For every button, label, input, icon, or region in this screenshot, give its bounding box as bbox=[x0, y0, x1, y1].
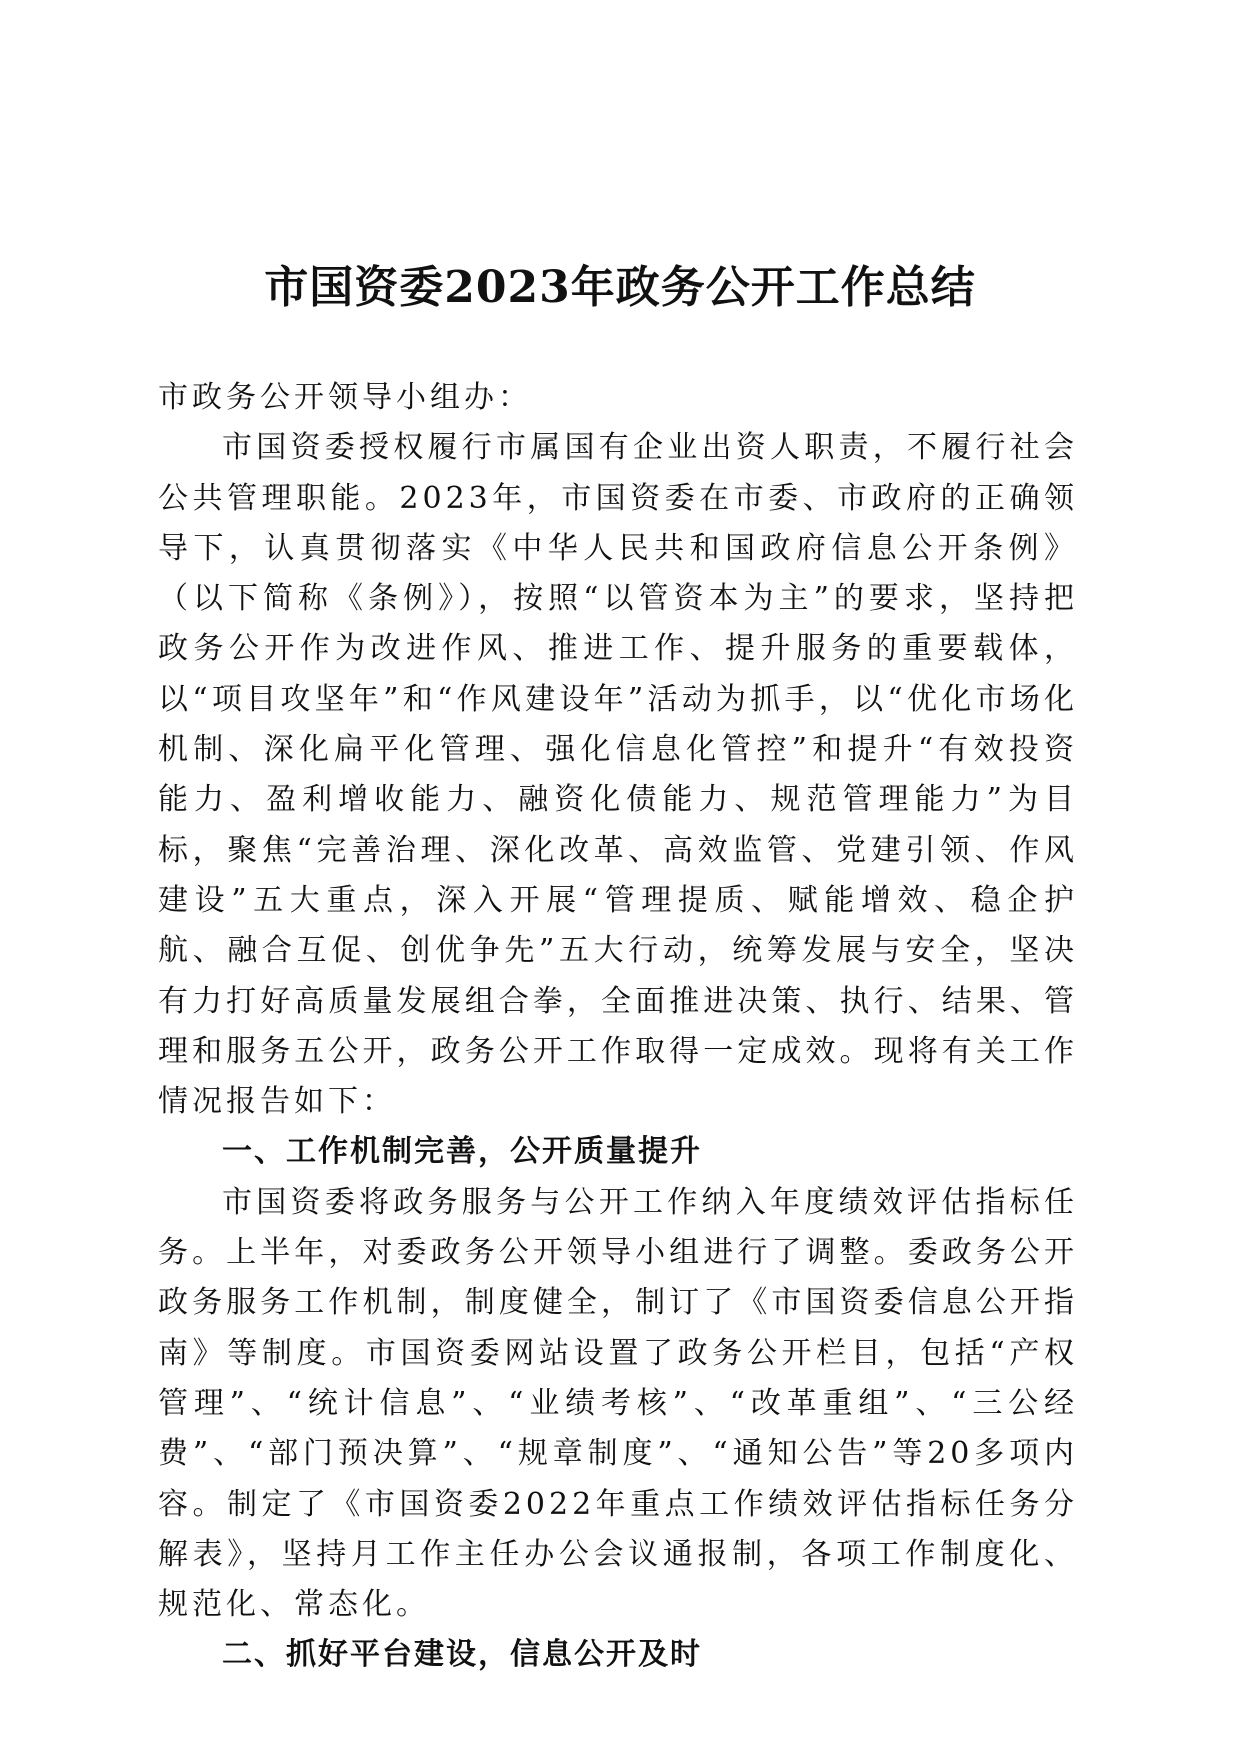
section-1-paragraph: 市国资委将政务服务与公开工作纳入年度绩效评估指标任务。上半年，对委政务公开领导小组进行了调整。委政务公开政务服务工作机制，制度健全，制订了《市国资委信息公开指南》等制度。市国资委网站设置了政务公开栏目，包括“产权管理”、“统计信息”、“业绩考核”、“改革重组”、“三公经费”、“部门预决算”、“规章制度”、“通知公告”等20多项内容。制定了《市国资委2022年重点工作绩效评估指标任务分解表》，坚持月工作主任办公会议通报制，各项工作制度化、规范化、常态化。 bbox=[158, 1184, 1078, 1623]
section-1-heading: 一、工作机制完善，公开质量提升 bbox=[222, 1134, 702, 1170]
document-body bbox=[158, 373, 1078, 1681]
salutation: 市政务公开领导小组办： bbox=[158, 380, 532, 415]
intro-paragraph: 市国资委授权履行市属国有企业出资人职责，不履行社会公共管理职能。2023年，市国资委在市委、市政府的正确领导下，认真贯彻落实《中华人民共和国政府信息公开条例》（以下简称《条例》），按照“以管资本为主”的要求，坚持把政务公开作为改进作风、推进工作、提升服务的重要载体，以“项目攻坚年”和“作风建设年”活动为抓手，以“优化市场化机制、深化扁平化管理、强化信息化管控”和提升“有效投资能力、盈利增收能力、融资化债能力、规范管理能力”为目标，聚焦“完善治理、深化改革、高效监管、党建引领、作风建设”五大重点，深入开展“管理提质、赋能增效、稳企护航、融合互促、创优争先”五大行动，统筹发展与安全，坚决有力打好高质量发展组合拳，全面推进决策、执行、结果、管理和服务五公开，政务公开工作取得一定成效。现将有关工作情况报告如下： bbox=[158, 430, 1078, 1120]
document-title: 市国资委2023年政务公开工作总结 bbox=[264, 262, 976, 313]
section-2-heading: 二、抓好平台建设，信息公开及时 bbox=[222, 1637, 702, 1673]
